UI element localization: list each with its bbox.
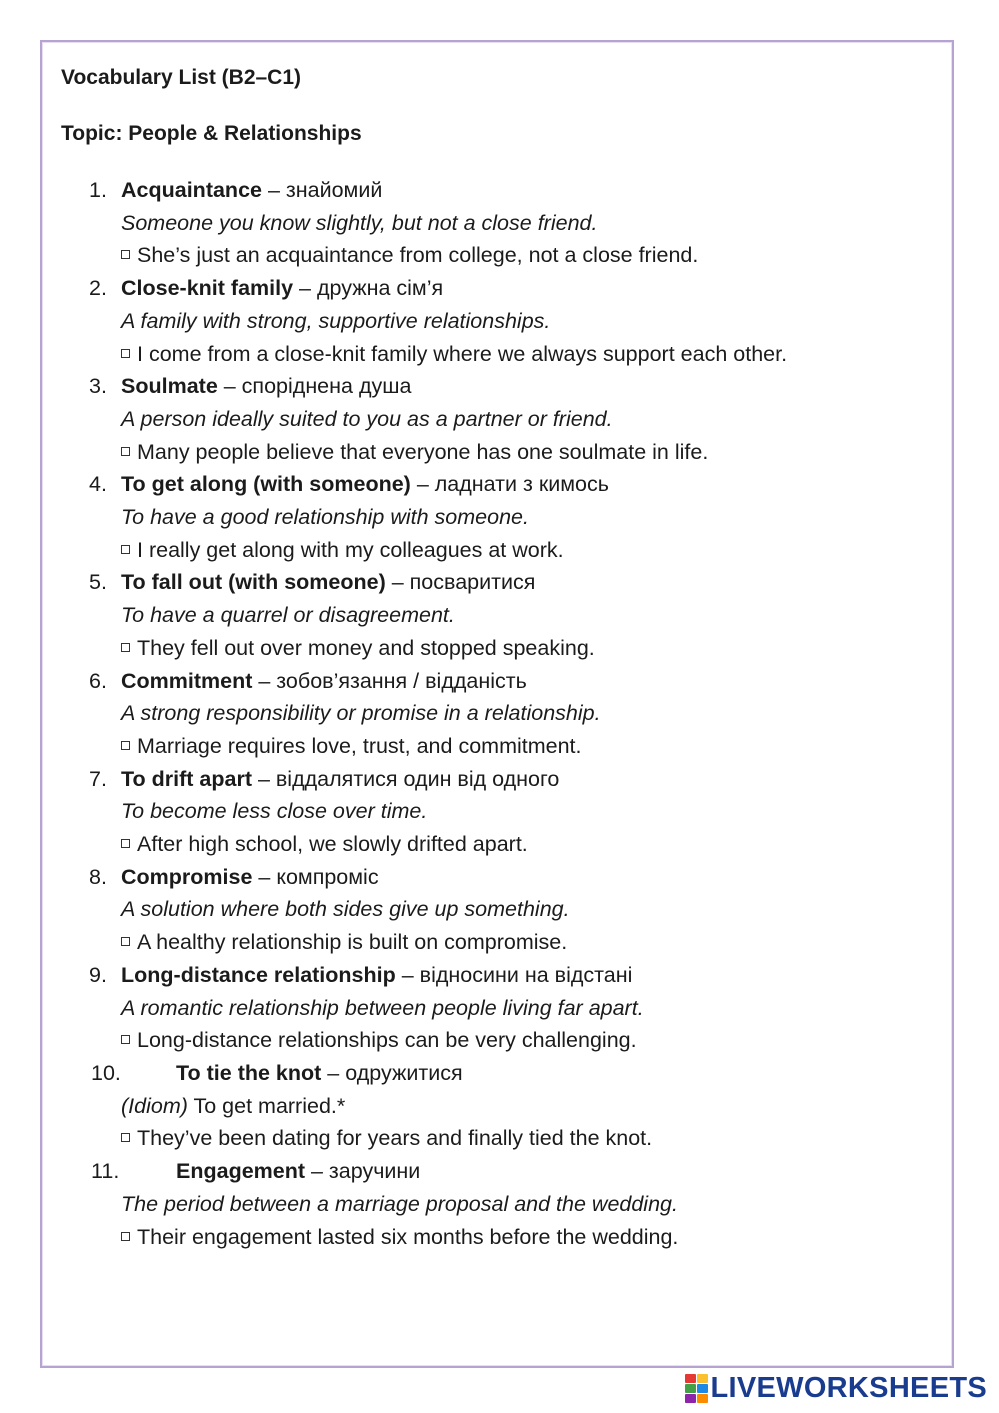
vocab-translation: – посваритися — [385, 570, 536, 595]
term-line — [121, 174, 941, 207]
vocab-item — [61, 665, 941, 763]
square-bullet-icon — [121, 839, 130, 848]
idiom-tag: (Idiom) — [121, 1093, 188, 1118]
vocab-example — [121, 338, 941, 371]
vocab-example — [121, 239, 941, 272]
vocab-translation: – зобов’язання / відданість — [252, 668, 527, 693]
logo-square — [685, 1374, 696, 1383]
brand-name: LIVEWORKSHEETS — [710, 1371, 987, 1404]
vocab-translation: – знайомий — [261, 178, 383, 202]
definition-text: To get married.* — [187, 1093, 346, 1118]
vocab-example — [121, 1122, 941, 1155]
term-line — [121, 468, 941, 501]
vocab-term: Close-knit family — [121, 276, 294, 301]
item-number: 5. — [89, 570, 107, 595]
item-number: 3. — [89, 374, 107, 399]
vocab-term: To tie the knot — [176, 1060, 322, 1085]
liveworksheets-logo-icon — [685, 1374, 707, 1402]
vocab-translation: – віддалятися один від одного — [251, 766, 560, 791]
example-sentence: I come from a close-knit family where we always support each other. — [137, 341, 788, 366]
vocab-example — [121, 1024, 941, 1057]
example-sentence: After high school, we slowly drifted apart. — [137, 832, 528, 857]
vocab-translation: – компроміс — [252, 864, 379, 889]
item-number: 11. — [91, 1159, 120, 1184]
logo-square — [697, 1384, 708, 1393]
square-bullet-icon — [121, 741, 130, 750]
vocab-term: Soulmate — [121, 374, 218, 399]
vocab-translation: – одружитися — [321, 1060, 463, 1085]
example-sentence: I really get along with my colleagues at work. — [137, 537, 564, 562]
vocab-term: To get along (with someone) — [121, 472, 411, 497]
vocab-example — [121, 828, 941, 861]
logo-square — [685, 1394, 696, 1403]
logo-square — [697, 1394, 708, 1403]
vocab-definition: A solution where both sides give up something. — [121, 897, 570, 922]
vocab-term: Acquaintance — [121, 178, 262, 202]
vocab-example — [121, 1221, 941, 1254]
term-line — [121, 959, 941, 992]
vocab-term: To fall out (with someone) — [121, 570, 386, 595]
vocab-translation: – споріднена душа — [217, 374, 412, 399]
square-bullet-icon — [121, 1035, 130, 1044]
square-bullet-icon — [121, 349, 130, 358]
item-number: 6. — [89, 668, 107, 693]
example-sentence: They fell out over money and stopped speaking. — [137, 635, 595, 660]
term-line — [121, 272, 941, 305]
worksheet-content — [61, 62, 941, 1253]
vocab-translation: – відносини на відстані — [395, 962, 633, 987]
example-sentence: Long-distance relationships can be very challenging. — [137, 1028, 637, 1053]
square-bullet-icon — [121, 1232, 130, 1241]
vocab-definition: Someone you know slightly, but not a close friend. — [121, 210, 598, 235]
item-number: 7. — [89, 766, 107, 791]
vocab-item — [61, 272, 941, 370]
vocab-definition: To become less close over time. — [121, 799, 428, 824]
vocab-example — [121, 436, 941, 469]
vocab-definition: To have a quarrel or disagreement. — [121, 603, 455, 628]
vocab-term: Commitment — [121, 668, 253, 693]
document-topic: Topic: People & Relationships — [61, 122, 362, 145]
vocab-translation: – ладнати з кимось — [410, 472, 609, 497]
square-bullet-icon — [121, 937, 130, 946]
example-sentence: Many people believe that everyone has one soulmate in life. — [137, 439, 709, 464]
example-sentence: A healthy relationship is built on compromise. — [137, 930, 568, 955]
term-line — [121, 370, 941, 403]
vocab-item — [61, 959, 941, 1057]
term-line — [121, 566, 941, 599]
term-line — [121, 763, 941, 796]
item-number: 1. — [89, 178, 107, 202]
vocab-example — [121, 926, 941, 959]
vocab-definition: To have a good relationship with someone. — [121, 505, 529, 530]
vocab-definition: The period between a marriage proposal and the wedding. — [121, 1191, 678, 1216]
example-sentence: She’s just an acquaintance from college, not a close friend. — [137, 243, 699, 268]
vocab-item — [61, 861, 941, 959]
vocab-example — [121, 730, 941, 763]
square-bullet-icon — [121, 447, 130, 456]
vocab-item — [61, 370, 941, 468]
vocab-term: Long-distance relationship — [121, 962, 396, 987]
term-line — [121, 665, 941, 698]
document-title: Vocabulary List (B2–C1) — [61, 66, 302, 89]
item-number: 8. — [89, 864, 107, 889]
vocab-translation: – заручини — [305, 1159, 421, 1184]
vocab-term: To drift apart — [121, 766, 252, 791]
vocab-definition: A romantic relationship between people living far apart. — [121, 995, 644, 1020]
vocabulary-list — [61, 174, 941, 1253]
vocab-term: Engagement — [176, 1159, 306, 1184]
vocab-example — [121, 534, 941, 567]
vocab-definition: A person ideally suited to you as a partner or friend. — [121, 406, 613, 431]
vocab-item — [61, 174, 941, 272]
item-number: 9. — [89, 962, 107, 987]
logo-square — [697, 1374, 708, 1383]
vocab-item — [61, 1155, 941, 1253]
vocab-item — [61, 566, 941, 664]
term-line — [121, 1057, 941, 1090]
vocab-definition: A strong responsibility or promise in a relationship. — [121, 701, 601, 726]
term-line — [121, 1155, 941, 1188]
vocab-definition: A family with strong, supportive relationships. — [121, 308, 551, 333]
logo-square — [685, 1384, 696, 1393]
vocab-item — [61, 468, 941, 566]
example-sentence: Their engagement lasted six months before the wedding. — [137, 1224, 679, 1249]
vocab-item — [61, 763, 941, 861]
liveworksheets-branding[interactable] — [685, 1370, 988, 1406]
example-sentence: Marriage requires love, trust, and commitment. — [137, 733, 582, 758]
square-bullet-icon — [121, 545, 130, 554]
vocab-example — [121, 632, 941, 665]
square-bullet-icon — [121, 1133, 130, 1142]
item-number: 2. — [89, 276, 107, 301]
item-number: 10. — [91, 1060, 121, 1085]
vocab-definition — [121, 1090, 941, 1123]
term-line — [121, 861, 941, 894]
vocab-term: Compromise — [121, 864, 253, 889]
item-number: 4. — [89, 472, 107, 497]
vocab-translation: – дружна сім’я — [293, 276, 444, 301]
vocab-item — [61, 1057, 941, 1155]
square-bullet-icon — [121, 250, 130, 259]
example-sentence: They’ve been dating for years and finally tied the knot. — [137, 1126, 653, 1151]
square-bullet-icon — [121, 643, 130, 652]
